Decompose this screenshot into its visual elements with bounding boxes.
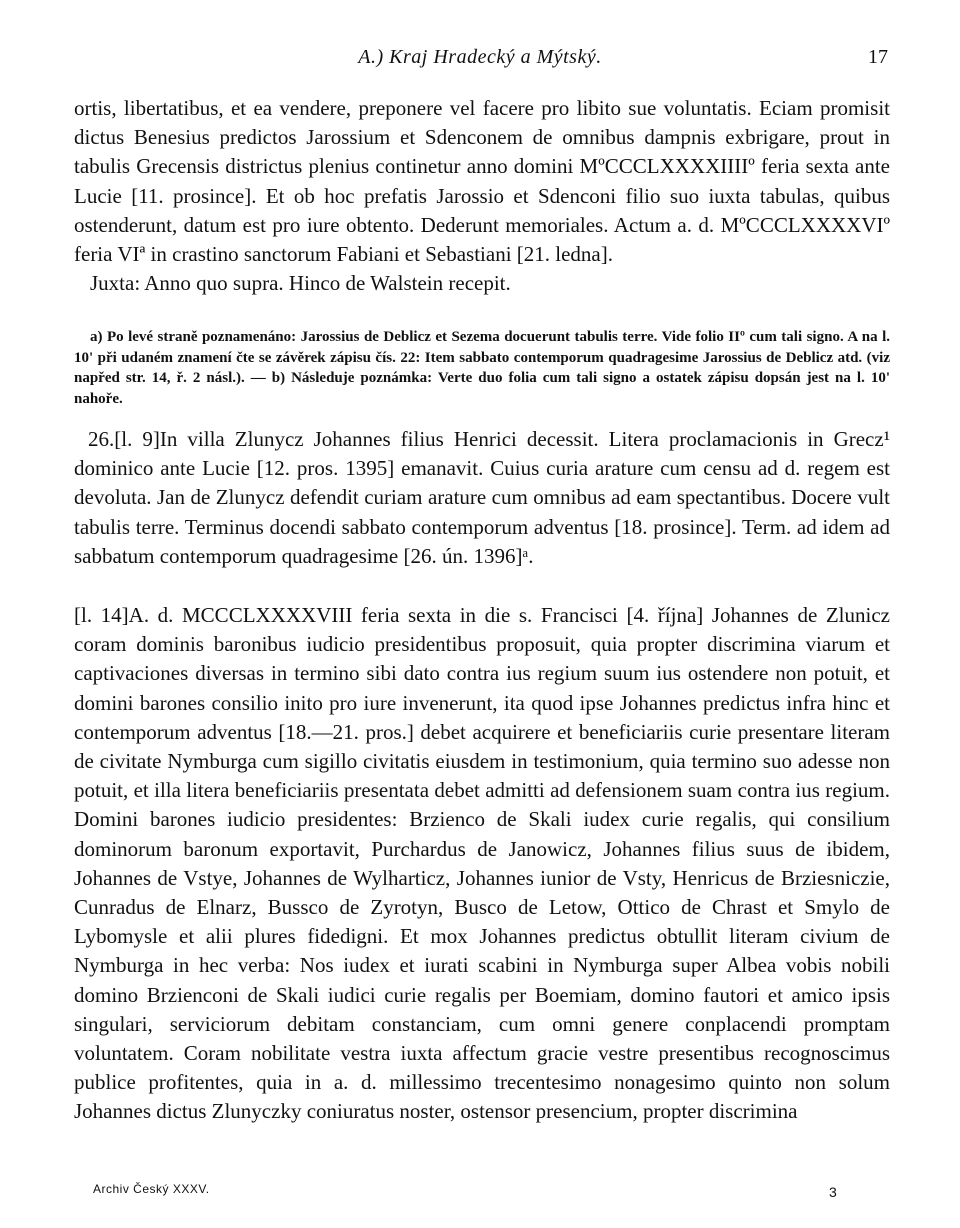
running-title: A.) Kraj Hradecký a Mýtský. (358, 46, 602, 68)
continued-entry (74, 94, 890, 298)
entry-1398-text: [l. 14]A. d. MCCCLXXXXVIII feria sexta in die s. Francisci [4. října] Johannes de Zlunicz coram dominis baronibus iudicio presidentibus proposuit, quia propter discrimina viarum et captivaciones diversas in termino sibi dato contra ius regium suum ius ostendere non potuit, et domini barones consilio inito pro iure invenerunt, ita quod ipse Johannes predictus infra hinc et contemporum adventus [18.—21. pros.] debet acquirere et beneficiariis curie presentare literam de civitate Nymburga cum sigillo civitatis eiusdem in testimonium, quia termino suo adesse non potuit, et illa litera beneficiariis presentata debet admitti ad defensionem suam contra ius regium. Domini barones iudicio presidentes: Brzienco de Skali iudex curie regalis, qui consilium dominorum baronum exportavit, Purchardus de Janowicz, Johannes filius suus de ibidem, Johannes de Vstye, Johannes de Wylharticz, Johannes iunior de Vsty, Henricus de Brziesniczie, Cunradus de Elnarz, Bussco de Zyrotyn, Busco de Letow, Ottico de Chrast et Smylo de Lybomysle et alii plures fidedigni. Et mox Johannes predictus obtullit literam civium de Nymburga in hec verba: Nos iudex et iurati scabini in Nymburga super Albea vobis nobili domino Brzienconi de Skali iudici curie regalis per Boemiam, domino fautori et amico ipsis singulari, serviciorum debitam constanciam, cum omni genere conplacendi promptam voluntatem. Coram nobilitate vestra iuxta affectum gracie vestre presentibus recognoscimus publice profitentes, quia in a. d. millessimo trecentesimo nonagesimo quinto non solum Johannes dictus Zlunyczky coniuratus noster, ostensor presencium, propter discrimina (74, 603, 890, 1124)
page-footer (0, 1182, 960, 1208)
entry-26-text: 26.[l. 9]In villa Zlunycz Johannes filius Henrici decessit. Litera proclamacionis in Grecz¹ dominico ante Lucie [12. pros. 1395] emanavit. Cuius curia arature cum censu ad d. regem est devoluta. Jan de Zlunycz defendit curiam arature cum omnibus ad eam spectantibus. Docere vult tabulis terre. Terminus docendi sabbato contemporum adventus [18. prosince]. Term. ad idem ad sabbatum contemporum quadragesime [26. ún. 1396]ᵃ. (74, 427, 890, 568)
entry-text: ortis, libertatibus, et ea vendere, preponere vel facere pro libito sue voluntatis. Eciam promisit dictus Benesius predictos Jarossium et Sdenconem de omnibus dampnis exbrigare, prout in tabulis Grecensis districtus plenius continetur anno domini MºCCCLXXXXIIIIº feria sexta ante Lucie [11. prosince]. Et ob hoc prefatis Jarossio et Sdenconi filio suo iuxta tabulas, quibus ostenderunt, datum est pro iure obtento. Dederunt memoriales. Actum a. d. MºCCCLXXXXVIº feria VIª in crastino sanctorum Fabiani et Sebastiani [21. ledna]. (74, 96, 890, 267)
sheet-number: 3 (829, 1184, 837, 1200)
running-header (0, 46, 960, 76)
entry-1398 (74, 601, 890, 1127)
footnote-text: a) Po levé straně poznamenáno: Jarossius de Deblicz et Sezema docuerunt tabulis terre. Vide folio IIº cum tali signo. A na l. 10' při udaném znamení čte se závěrek zápisu čís. 22: Item sabbato contemporum quadragesime Jarossius de Deblicz atd. (viz napřed str. 14, ř. 2 násl.). — b) Následuje poznámka: Verte duo folia cum tali signo a ostatek zápisu dopsán jest na l. 10' nahoře. (74, 329, 890, 407)
signature-mark: Archiv Český XXXV. (93, 1182, 210, 1196)
page-number: 17 (868, 46, 888, 68)
juxta-note: Juxta: Anno quo supra. Hinco de Walstein recepit. (90, 271, 511, 296)
footnotes (74, 327, 890, 409)
entry-26 (74, 425, 890, 571)
